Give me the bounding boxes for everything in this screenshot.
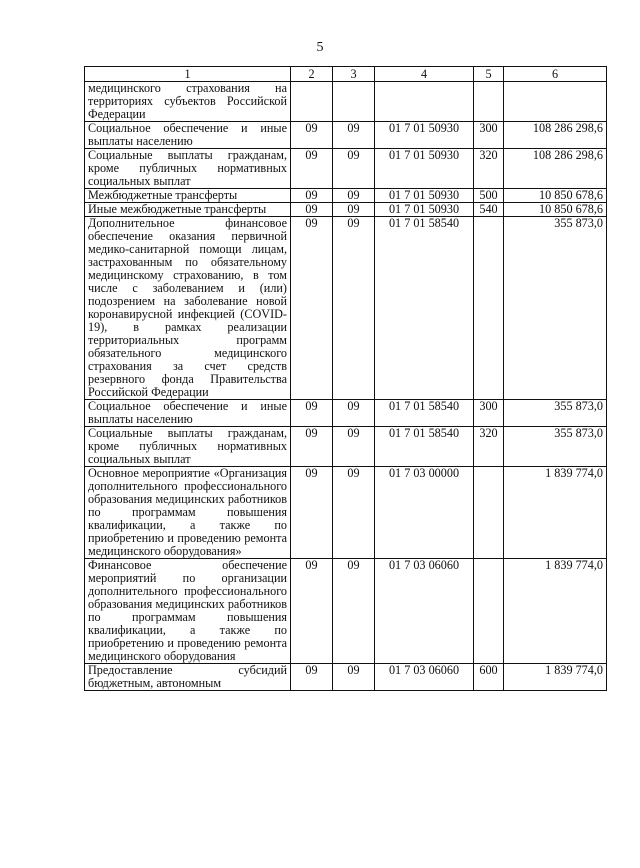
row-name: Предоставление субсидий бюджетным, автономным (85, 664, 291, 691)
row-section: 09 (291, 400, 333, 427)
row-name: Социальное обеспечение и иные выплаты населению (85, 400, 291, 427)
row-expense-type (474, 217, 504, 400)
row-expense-type: 540 (474, 203, 504, 217)
header-col-4: 4 (375, 67, 474, 82)
row-section (291, 82, 333, 122)
row-name: Межбюджетные трансферты (85, 189, 291, 203)
row-amount: 108 286 298,6 (504, 149, 607, 189)
table-row (85, 400, 607, 427)
row-section: 09 (291, 122, 333, 149)
row-subsection: 09 (333, 427, 375, 467)
row-amount: 10 850 678,6 (504, 189, 607, 203)
row-expense-type (474, 82, 504, 122)
table-header-row (85, 67, 607, 82)
row-target-code: 01 7 01 58540 (375, 217, 474, 400)
row-target-code: 01 7 03 06060 (375, 664, 474, 691)
row-target-code: 01 7 01 50930 (375, 203, 474, 217)
row-subsection: 09 (333, 559, 375, 664)
row-expense-type: 300 (474, 400, 504, 427)
row-section: 09 (291, 203, 333, 217)
row-amount: 355 873,0 (504, 427, 607, 467)
table-row (85, 664, 607, 691)
header-col-1: 1 (85, 67, 291, 82)
header-col-6: 6 (504, 67, 607, 82)
table-row (85, 559, 607, 664)
row-name: Социальные выплаты гражданам, кроме публичных нормативных социальных выплат (85, 149, 291, 189)
row-target-code: 01 7 01 50930 (375, 149, 474, 189)
table-row (85, 149, 607, 189)
row-name: Дополнительное финансовое обеспечение оказания первичной медико-санитарной помощи лицам, застрахованным по обязательному медицинскому страхованию, в том числе с заболеванием и (или) подозрением на заболевание новой коронавирусной инфекцией (COVID-19), в рамках реализации территориальных программ обязательного медицинского страхования за счет средств резервного фонда Правительства Российской Федерации (85, 217, 291, 400)
table-row (85, 189, 607, 203)
row-section: 09 (291, 664, 333, 691)
row-amount: 10 850 678,6 (504, 203, 607, 217)
header-col-3: 3 (333, 67, 375, 82)
row-target-code: 01 7 03 06060 (375, 559, 474, 664)
row-expense-type: 600 (474, 664, 504, 691)
row-expense-type (474, 467, 504, 559)
row-amount: 355 873,0 (504, 217, 607, 400)
row-subsection: 09 (333, 203, 375, 217)
table-row (85, 427, 607, 467)
row-subsection: 09 (333, 189, 375, 203)
row-amount: 355 873,0 (504, 400, 607, 427)
row-section: 09 (291, 427, 333, 467)
table-row (85, 122, 607, 149)
table-row (85, 82, 607, 122)
row-name: Социальные выплаты гражданам, кроме публичных нормативных социальных выплат (85, 427, 291, 467)
row-expense-type: 500 (474, 189, 504, 203)
row-subsection: 09 (333, 664, 375, 691)
row-expense-type: 320 (474, 427, 504, 467)
row-subsection: 09 (333, 122, 375, 149)
row-target-code: 01 7 01 58540 (375, 427, 474, 467)
table-row (85, 217, 607, 400)
row-subsection: 09 (333, 149, 375, 189)
page-number: 5 (316, 40, 324, 55)
row-amount: 1 839 774,0 (504, 664, 607, 691)
row-section: 09 (291, 559, 333, 664)
row-amount (504, 82, 607, 122)
row-amount: 108 286 298,6 (504, 122, 607, 149)
table-row (85, 203, 607, 217)
row-target-code: 01 7 01 50930 (375, 122, 474, 149)
row-section: 09 (291, 217, 333, 400)
row-name: медицинского страхования на территориях субъектов Российской Федерации (85, 82, 291, 122)
row-amount: 1 839 774,0 (504, 467, 607, 559)
row-section: 09 (291, 189, 333, 203)
row-name: Финансовое обеспечение мероприятий по организации дополнительного профессионального образования медицинских работников по программам повышения квалификации, а также по приобретению и проведению ремонта медицинского оборудования (85, 559, 291, 664)
header-col-5: 5 (474, 67, 504, 82)
row-target-code: 01 7 03 00000 (375, 467, 474, 559)
row-expense-type: 300 (474, 122, 504, 149)
row-subsection (333, 82, 375, 122)
row-expense-type: 320 (474, 149, 504, 189)
row-subsection: 09 (333, 400, 375, 427)
table-row (85, 467, 607, 559)
row-target-code (375, 82, 474, 122)
row-name: Основное мероприятие «Организация дополнительного профессионального образования медицинских работников по программам повышения квалификации, а также по приобретению и проведению ремонта медицинского оборудования» (85, 467, 291, 559)
row-subsection: 09 (333, 217, 375, 400)
row-section: 09 (291, 149, 333, 189)
budget-table (84, 66, 607, 691)
row-target-code: 01 7 01 50930 (375, 189, 474, 203)
row-amount: 1 839 774,0 (504, 559, 607, 664)
row-expense-type (474, 559, 504, 664)
row-target-code: 01 7 01 58540 (375, 400, 474, 427)
row-name: Социальное обеспечение и иные выплаты населению (85, 122, 291, 149)
row-name: Иные межбюджетные трансферты (85, 203, 291, 217)
row-section: 09 (291, 467, 333, 559)
header-col-2: 2 (291, 67, 333, 82)
row-subsection: 09 (333, 467, 375, 559)
